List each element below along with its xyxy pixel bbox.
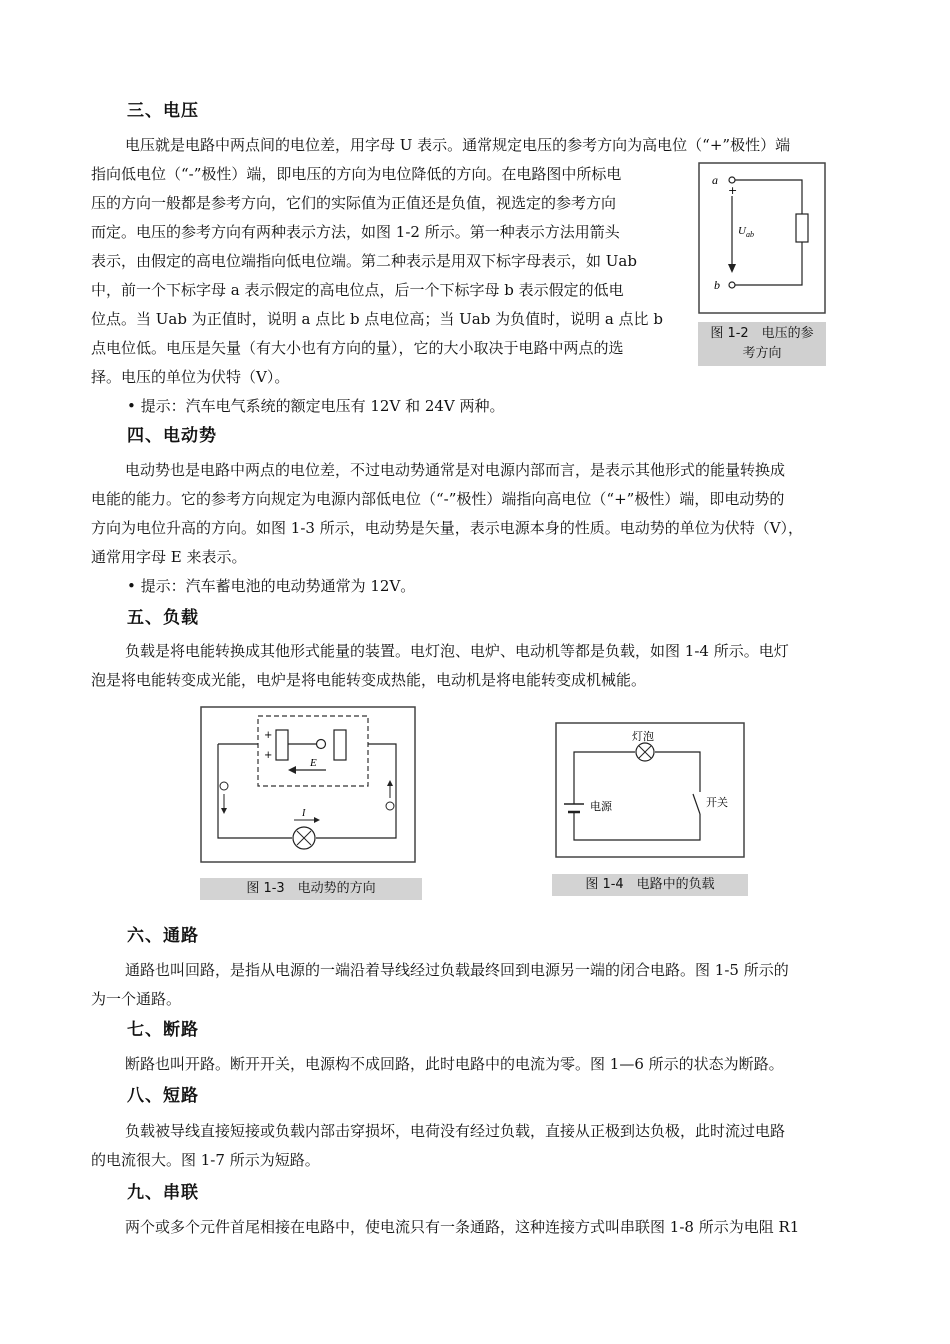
terminal-a [729, 177, 735, 183]
text-line: 通常用字母 E 来表示。 [91, 548, 247, 566]
label-lamp: 灯泡 [632, 730, 654, 743]
tip-emf: • 提示：汽车蓄电池的电动势通常为 12V。 [127, 577, 416, 595]
section-heading-series: 九、串联 [127, 1183, 199, 1203]
charge-symbol [220, 782, 228, 790]
label-a: a [712, 173, 718, 187]
section-heading-short-circuit: 八、短路 [127, 1086, 199, 1106]
text-line: 断路也叫开路。断开开关，电源构不成回路，此时电路中的电流为零。图 1—6 所示的状态为断路。 [125, 1055, 784, 1073]
text-line: 为一个通路。 [91, 990, 182, 1008]
label-u: U [738, 225, 746, 237]
text-line: 择。电压的单位为伏特（V）。 [91, 368, 290, 386]
text-line: 负载被导线直接短接或负载内部击穿损坏，电荷没有经过负载，直接从正极到达负极，此时流过电路 [125, 1122, 786, 1140]
text-line: 方向为电位升高的方向。如图 1-3 所示，电动势是矢量，表示电源本身的性质。电动势的单位为伏特（V）， [91, 519, 804, 537]
paragraph-voltage-body [91, 160, 681, 392]
section-heading-open-circuit: 七、断路 [127, 1020, 199, 1040]
section-heading-emf: 四、电动势 [127, 426, 217, 446]
text-line: 表示，由假定的高电位端指向低电位端。第二种表示是用双下标字母表示，如 Uab [91, 252, 637, 270]
text-line: 电压就是电路中两点间的电位差，用字母 U 表示。通常规定电压的参考方向为高电位（“+”极性）端 [125, 136, 791, 154]
circuit-load-diagram [552, 722, 748, 862]
label-u-subscript: ab [746, 230, 754, 239]
figure-caption [698, 322, 826, 366]
label-plus: + [728, 184, 738, 197]
paragraph-series [91, 1213, 861, 1242]
text-line: 点电位低。电压是矢量（有大小也有方向的量），它的大小取决于电路中两点的选 [91, 339, 624, 357]
paragraph-open-circuit [91, 1050, 861, 1079]
text-line: 的电流很大。图 1-7 所示为短路。 [91, 1151, 320, 1169]
section-heading-load: 五、负载 [127, 608, 199, 628]
paragraph-short-circuit [91, 1117, 861, 1175]
plus-mark-icon: + [264, 750, 273, 761]
figure-circuit-load [552, 722, 748, 896]
caption-line: 图 1-2 电压的参 [710, 326, 814, 341]
label-switch: 开关 [706, 796, 728, 809]
text-line: 电能的能力。它的参考方向规定为电源内部低电位（“-”极性）端指向高电位（“+”极性）端，即电动势的 [91, 490, 785, 508]
figure-caption: 图 1-3 电动势的方向 [200, 878, 422, 900]
text-line: 压的方向一般都是参考方向，它们的实际值为正值还是负值，视选定的参考方向 [91, 194, 617, 212]
text-line: 而定。电压的参考方向有两种表示方法，如图 1-2 所示。第一种表示方法用箭头 [91, 223, 620, 241]
section-heading-voltage: 三、电压 [127, 101, 199, 121]
figure-frame [556, 723, 744, 857]
label-e: E [310, 757, 317, 769]
paragraph-emf [91, 456, 861, 572]
tip-voltage: • 提示：汽车电气系统的额定电压有 12V 和 24V 两种。 [127, 397, 505, 415]
battery-right [334, 730, 346, 760]
text-line: 指向低电位（“-”极性）端，即电压的方向为电位降低的方向。在电路图中所标电 [91, 165, 622, 183]
paragraph-closed-circuit [91, 956, 861, 1014]
paragraph-load [91, 637, 861, 695]
text-line: 泡是将电能转变成光能，电炉是将电能转变成热能，电动机是将电能转变成机械能。 [91, 671, 647, 689]
figure-voltage-direction [698, 162, 826, 370]
text-line: 位点。当 Uab 为正值时，说明 a 点比 b 点电位高；当 Uab 为负值时，说明 a 点比 b [91, 310, 663, 328]
paragraph-voltage-intro [91, 131, 861, 160]
caption-line: 考方向 [742, 346, 782, 361]
charge-symbol [386, 802, 394, 810]
battery-left [276, 730, 288, 760]
label-source: 电源 [590, 800, 612, 813]
text-line: 通路也叫回路，是指从电源的一端沿着导线经过负载最终回到电源另一端的闭合电路。图 1-5 所示的 [125, 961, 789, 979]
section-heading-closed-circuit: 六、通路 [127, 926, 199, 946]
figure-caption: 图 1-4 电路中的负载 [552, 874, 748, 896]
emf-direction-diagram [200, 706, 422, 866]
plus-mark-icon: + [264, 730, 273, 741]
label-i: I [302, 808, 306, 819]
figure-emf-direction [200, 706, 422, 902]
terminal-b [729, 282, 735, 288]
label-b: b [714, 278, 720, 292]
text-line: 电动势也是电路中两点的电位差，不过电动势通常是对电源内部而言，是表示其他形式的能量转换成 [125, 461, 786, 479]
text-line: 中，前一个下标字母 a 表示假定的高电位点，后一个下标字母 b 表示假定的低电 [91, 281, 624, 299]
meter-symbol [317, 740, 326, 749]
text-line: 两个或多个元件首尾相接在电路中，使电流只有一条通路，这种连接方式叫串联图 1-8 所示为电阻 R1 [125, 1218, 800, 1236]
resistor-symbol [796, 214, 808, 242]
text-line: 负载是将电能转换成其他形式能量的装置。电灯泡、电炉、电动机等都是负载，如图 1-4 所示。电灯 [125, 642, 789, 660]
